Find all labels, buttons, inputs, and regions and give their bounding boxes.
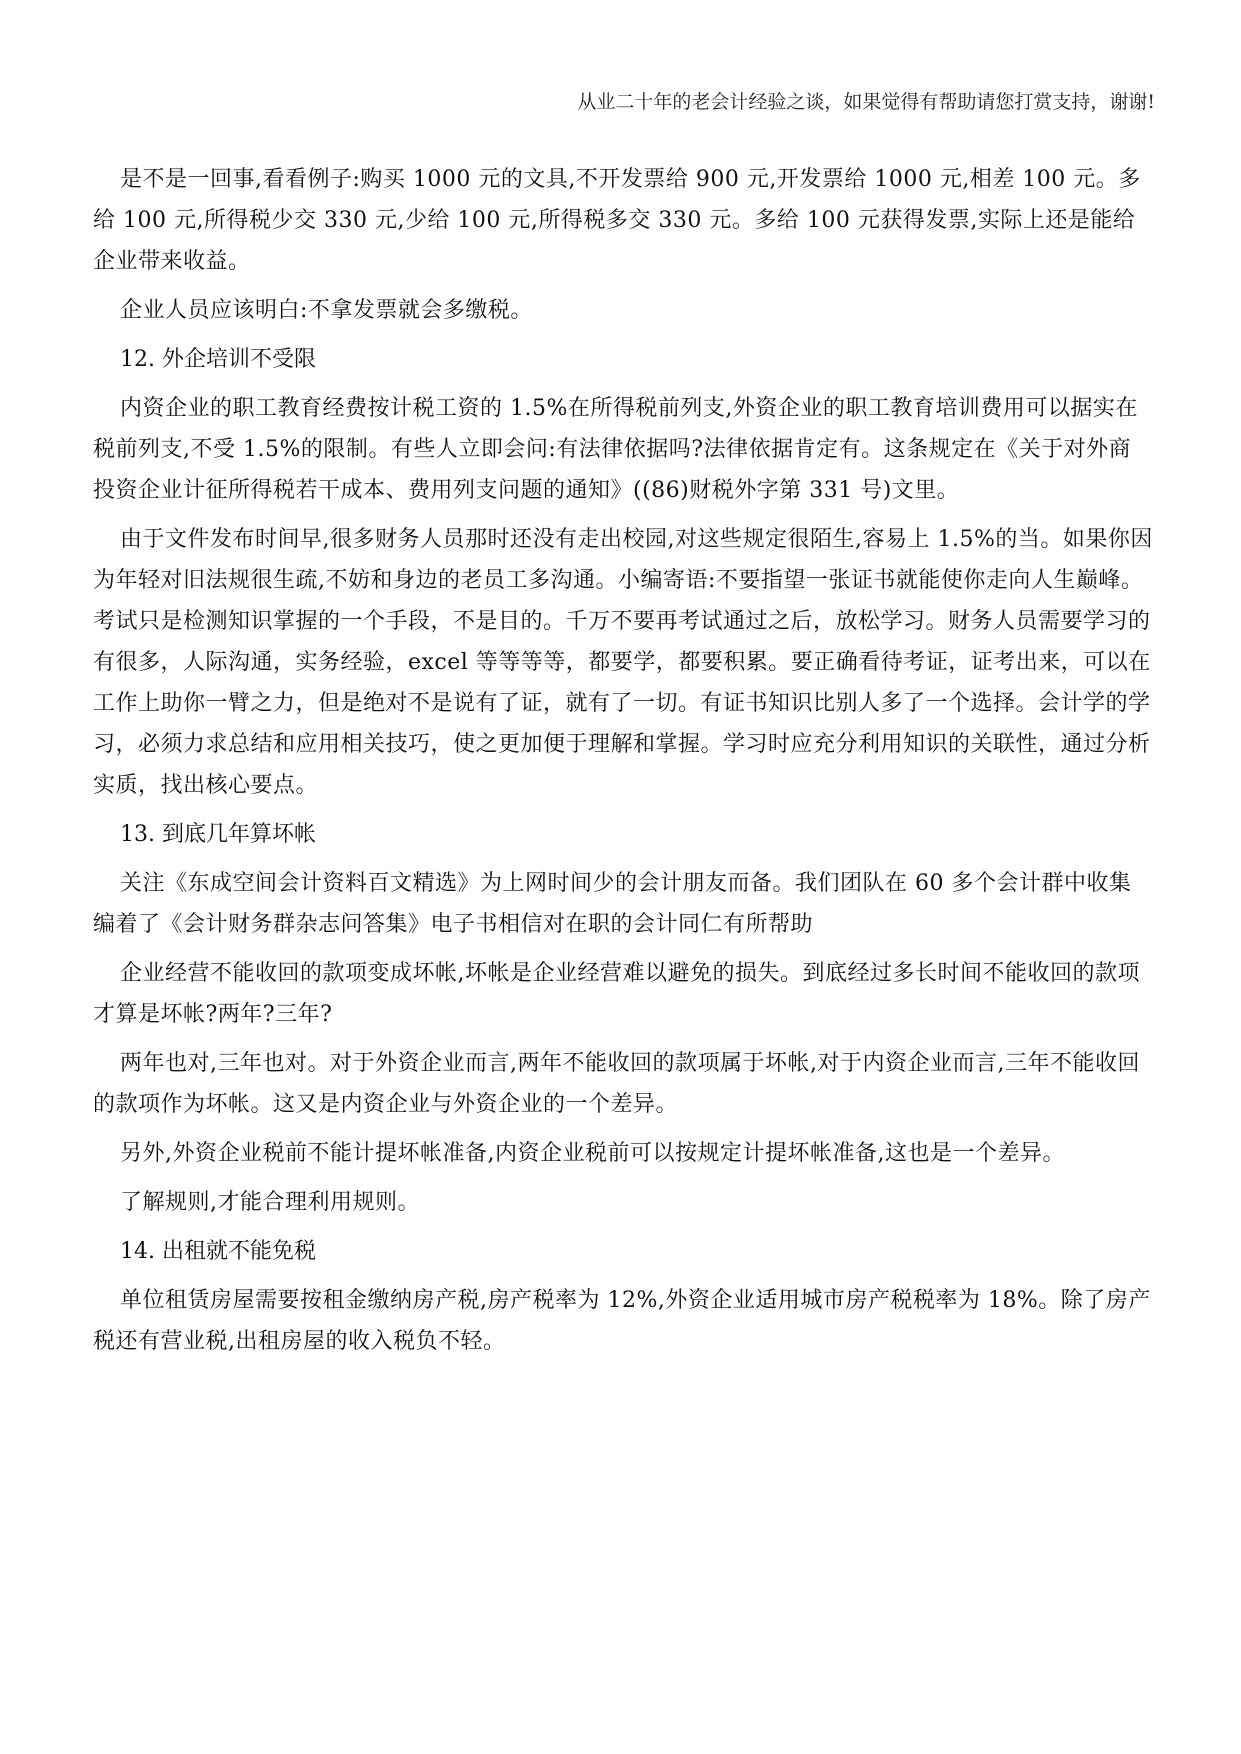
paragraph-rental-tax: 单位租赁房屋需要按租金缴纳房产税,房产税率为 12%,外资企业适用城市房产税税率为 18%。除了房产税还有营业税,出租房屋的收入税负不轻。	[93, 1288, 1151, 1354]
paragraph-bad-debt-answer: 两年也对,三年也对。对于外资企业而言,两年不能收回的款项属于坏帐,对于内资企业而言,三年不能收回的款项作为坏帐。这又是内资企业与外资企业的一个差异。	[93, 1051, 1140, 1117]
paragraph-invoice-example: 是不是一回事,看看例子:购买 1000 元的文具,不开发票给 900 元,开发票给 1000 元,相差 100 元。多给 100 元,所得税少交 330 元,少给 100 元,所得税多交 330 元。多给 100 元获得发票,实际上还是能给企业带来收益。	[93, 167, 1141, 274]
paragraph-editor-note: 由于文件发布时间早,很多财务人员那时还没有走出校园,对这些规定很陌生,容易上 1.5%的当。如果你因为年轻对旧法规很生疏,不妨和身边的老员工多沟通。小编寄语:不要指望一张证书就能使你走向人生巅峰。考试只是检测知识掌握的一个手段，不是目的。千万不要再考试通过之后，放松学习。财务人员需要学习的有很多，人际沟通，实务经验，excel 等等等等，都要学，都要积累。要正确看待考证，证考出来，可以在工作上助你一臂之力，但是绝对不是说有了证，就有了一切。有证书知识比别人多了一个选择。会计学的学习，必须力求总结和应用相关技巧，使之更加便于理解和掌握。学习时应充分利用知识的关联性，通过分析实质，找出核心要点。	[93, 527, 1153, 798]
paragraph-training-expenses: 内资企业的职工教育经费按计税工资的 1.5%在所得税前列支,外资企业的职工教育培训费用可以据实在税前列支,不受 1.5%的限制。有些人立即会问:有法律依据吗?法律依据肯定有。这条规定在《关于对外商投资企业计征所得税若干成本、费用列支问题的通知》((86)财税外字第 331 号)文里。	[93, 396, 1138, 503]
paragraph-bad-debt-question: 企业经营不能收回的款项变成坏帐,坏帐是企业经营难以避免的损失。到底经过多长时间不能收回的款项才算是坏帐?两年?三年?	[93, 961, 1140, 1027]
section-heading-14: 14. 出租就不能免税	[120, 1239, 316, 1264]
page-header: 从业二十年的老会计经验之谈，如果觉得有帮助请您打赏支持，谢谢!	[577, 91, 1155, 113]
paragraph-bad-debt-reserve: 另外,外资企业税前不能计提坏帐准备,内资企业税前可以按规定计提坏帐准备,这也是一个差异。	[120, 1141, 1065, 1166]
document-body	[93, 159, 1153, 1370]
paragraph-rules: 了解规则,才能合理利用规则。	[120, 1190, 420, 1215]
paragraph-invoice-conclusion: 企业人员应该明白:不拿发票就会多缴税。	[120, 298, 533, 323]
section-heading-12: 12. 外企培训不受限	[120, 347, 316, 372]
section-heading-13: 13. 到底几年算坏帐	[120, 822, 316, 847]
paragraph-promotion: 关注《东成空间会计资料百文精选》为上网时间少的会计朋友而备。我们团队在 60 多个会计群中收集编着了《会计财务群杂志问答集》电子书相信对在职的会计同仁有所帮助	[93, 871, 1132, 937]
